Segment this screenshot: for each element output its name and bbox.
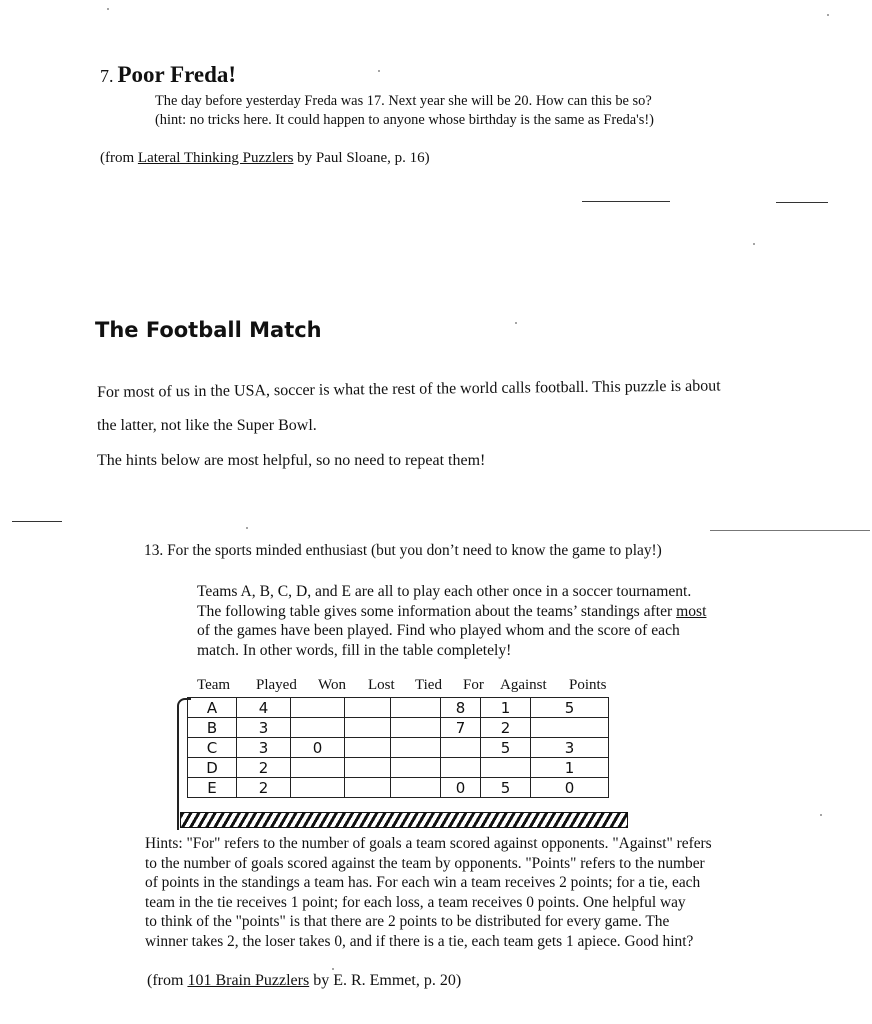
- cell-against[interactable]: 5: [481, 778, 531, 798]
- cell-against[interactable]: [481, 758, 531, 778]
- table-row: [188, 698, 609, 718]
- cell-team[interactable]: E: [188, 778, 237, 798]
- cell-played[interactable]: 3: [237, 718, 291, 738]
- header-team: Team: [197, 677, 231, 693]
- cell-for[interactable]: 7: [441, 718, 481, 738]
- puzzle-13-line-1: Teams A, B, C, D, and E are all to play each other once in a soccer tournament.: [197, 583, 692, 600]
- puzzle-7-heading: [100, 62, 236, 88]
- cell-lost[interactable]: [345, 738, 391, 758]
- scan-speck: [246, 527, 248, 529]
- table-row: [188, 758, 609, 778]
- scan-speck: [753, 243, 755, 245]
- source-suffix: by E. R. Emmet, p. 20): [309, 972, 462, 989]
- puzzle-13-line-3: of the games have been played. Find who played whom and the score of each: [197, 622, 680, 639]
- cell-played[interactable]: 4: [237, 698, 291, 718]
- header-played: Played: [256, 677, 297, 693]
- cell-team[interactable]: D: [188, 758, 237, 778]
- cell-tied[interactable]: [391, 738, 441, 758]
- scan-speck: [820, 814, 822, 816]
- scan-speck: [827, 14, 829, 16]
- cell-played[interactable]: 2: [237, 778, 291, 798]
- puzzle-7-line-1: The day before yesterday Freda was 17. Next year she will be 20. How can this be so?: [155, 93, 652, 109]
- football-paragraph-1-line-2: the latter, not like the Super Bowl.: [97, 417, 317, 434]
- hints-line: winner takes 2, the loser takes 0, and if there is a tie, each team gets 1 apiece. Good hint?: [145, 932, 694, 950]
- standings-table-header: [0, 677, 872, 697]
- cell-points[interactable]: 5: [531, 698, 609, 718]
- scan-speck: [332, 968, 334, 970]
- cell-against[interactable]: 5: [481, 738, 531, 758]
- cell-against[interactable]: 2: [481, 718, 531, 738]
- scan-speck: [107, 8, 109, 10]
- football-paragraph-1-line-1: For most of us in the USA, soccer is what the rest of the world calls football. This puzzle is about: [97, 377, 721, 401]
- header-points: Points: [569, 677, 607, 693]
- cell-lost[interactable]: [345, 778, 391, 798]
- puzzle-7-title: Poor Freda!: [117, 62, 237, 87]
- hints-line: to think of the "points" is that there are 2 points to be distributed for every game. The: [145, 913, 670, 931]
- scan-speck: [378, 70, 380, 72]
- football-heading: The Football Match: [95, 318, 322, 342]
- cell-team[interactable]: B: [188, 718, 237, 738]
- table-row: [188, 738, 609, 758]
- cell-points[interactable]: 3: [531, 738, 609, 758]
- puzzle-13-intro: 13. For the sports minded enthusiast (but you don’t need to know the game to play!): [144, 542, 662, 559]
- cell-for[interactable]: [441, 738, 481, 758]
- cell-team[interactable]: C: [188, 738, 237, 758]
- source-suffix: by Paul Sloane, p. 16): [293, 150, 430, 166]
- cell-against[interactable]: 1: [481, 698, 531, 718]
- hints-line: of points in the standings a team has. For each win a team receives 2 points; for a tie, each: [145, 874, 701, 892]
- cell-points[interactable]: 0: [531, 778, 609, 798]
- source-book-title: Lateral Thinking Puzzlers: [137, 150, 294, 166]
- scan-line: [12, 521, 62, 522]
- scan-line: [710, 530, 870, 531]
- hints-line: to the number of goals scored against the team by opponents. "Points" refers to the number: [145, 854, 705, 872]
- emphasis-most: most: [676, 602, 707, 620]
- cell-won[interactable]: [291, 698, 345, 718]
- table-row: [188, 778, 609, 798]
- source-prefix: (from: [147, 972, 188, 989]
- table-row: [188, 718, 609, 738]
- puzzle-13-line-4: match. In other words, fill in the table completely!: [197, 641, 512, 659]
- cell-tied[interactable]: [391, 778, 441, 798]
- standings-table: [187, 697, 609, 798]
- header-tied: Tied: [415, 677, 442, 693]
- football-paragraph-2: The hints below are most helpful, so no need to repeat them!: [97, 452, 486, 469]
- cell-won[interactable]: [291, 718, 345, 738]
- cell-lost[interactable]: [345, 758, 391, 778]
- cell-for[interactable]: 0: [441, 778, 481, 798]
- cell-tied[interactable]: [391, 698, 441, 718]
- scan-line: [776, 202, 828, 203]
- hints-line: team in the tie receives 1 point; for each loss, a team receives 0 points. One helpful way: [145, 893, 686, 911]
- cell-played[interactable]: 3: [237, 738, 291, 758]
- cell-won[interactable]: [291, 758, 345, 778]
- cell-lost[interactable]: [345, 718, 391, 738]
- cell-tied[interactable]: [391, 758, 441, 778]
- hints-line: Hints: "For" refers to the number of goals a team scored against opponents. "Against" refers: [145, 835, 712, 852]
- cell-lost[interactable]: [345, 698, 391, 718]
- table-hatched-border: [180, 812, 628, 828]
- scan-line: [582, 201, 670, 202]
- source-prefix: (from: [100, 150, 138, 166]
- puzzle-7-line-2: (hint: no tricks here. It could happen to anyone whose birthday is the same as Freda's!): [155, 112, 654, 128]
- puzzle-13-source: [147, 972, 461, 990]
- cell-played[interactable]: 2: [237, 758, 291, 778]
- source-book-title: 101 Brain Puzzlers: [187, 972, 310, 989]
- cell-points[interactable]: [531, 718, 609, 738]
- cell-points[interactable]: 1: [531, 758, 609, 778]
- header-lost: Lost: [368, 677, 395, 693]
- cell-team[interactable]: A: [188, 698, 237, 718]
- header-against: Against: [500, 677, 547, 693]
- puzzle-13-paragraph: [197, 582, 706, 660]
- hints-paragraph: [145, 834, 712, 952]
- cell-tied[interactable]: [391, 718, 441, 738]
- scan-speck: [515, 322, 517, 324]
- header-for: For: [463, 677, 484, 693]
- cell-for[interactable]: 8: [441, 698, 481, 718]
- cell-won[interactable]: [291, 778, 345, 798]
- cell-won[interactable]: 0: [291, 738, 345, 758]
- puzzle-7-number: 7.: [100, 66, 114, 86]
- puzzle-7-source: [100, 150, 430, 167]
- header-won: Won: [318, 677, 346, 693]
- puzzle-13-line-2: [197, 602, 706, 622]
- cell-for[interactable]: [441, 758, 481, 778]
- puzzle-13-line-2-text: The following table gives some information about the teams’ standings after: [197, 602, 677, 620]
